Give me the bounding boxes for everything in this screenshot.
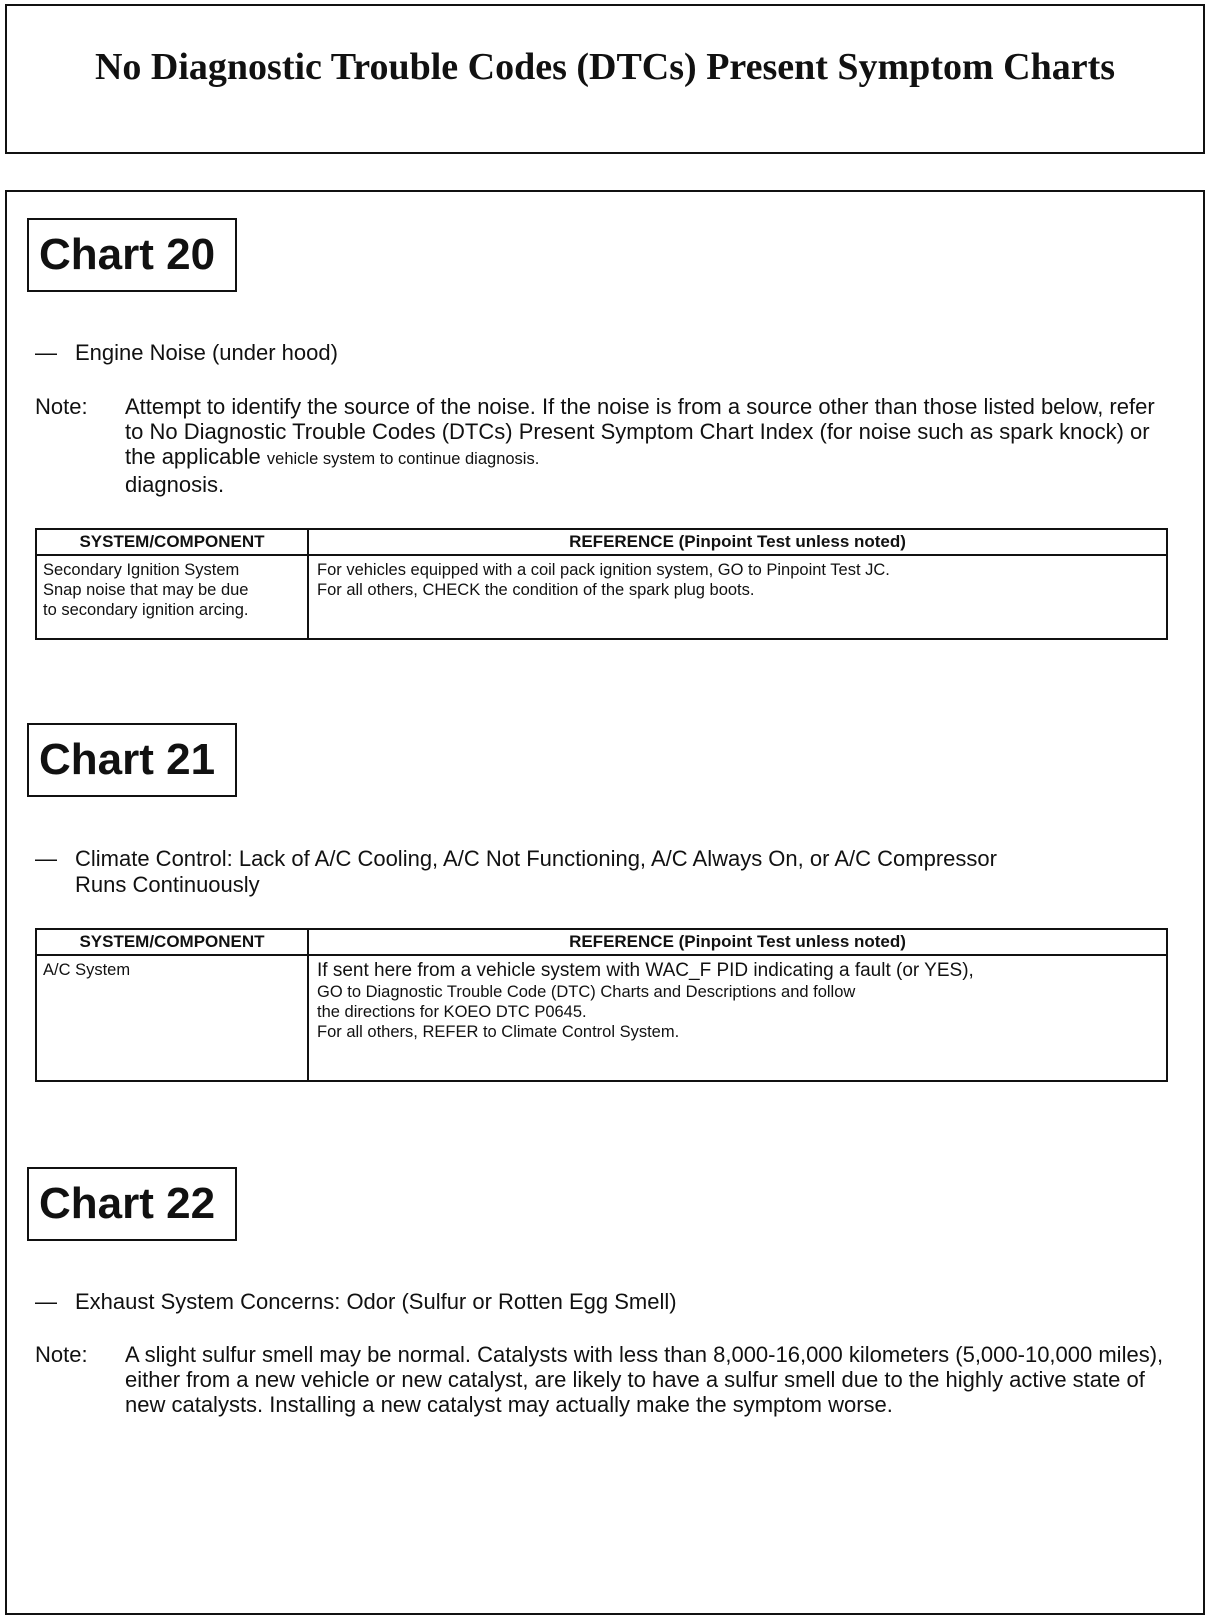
note-tag: Note: [35,1342,88,1367]
reference-line: the directions for KOEO DTC P0645. [317,1003,587,1021]
page-header [5,4,1205,154]
table-header-row [36,929,1167,955]
symptom-text: Engine Noise (under hood) [75,340,338,365]
reference-line: For all others, CHECK the condition of the spark plug boots. [317,581,755,599]
system-line: A/C System [43,961,131,979]
symptom-text-line-1: Climate Control: Lack of A/C Cooling, A/C Not Functioning, A/C Always On, or A/C Compressor [75,846,997,871]
col-header-system: SYSTEM/COMPONENT [36,929,308,955]
table-row [36,955,1167,1081]
note-body [125,394,1175,497]
table-header-row [36,529,1167,555]
reference-line: GO to Diagnostic Trouble Code (DTC) Charts and Descriptions and follow [317,983,856,1001]
col-header-reference: REFERENCE (Pinpoint Test unless noted) [308,929,1167,955]
system-cell [36,955,308,1081]
system-line: Snap noise that may be due [43,581,249,599]
chart-22-note [35,1342,1175,1417]
chart-21-label: Chart 21 [27,723,237,797]
chart-20-note [35,394,1175,497]
note-main-text: Attempt to identify the source of the noise. If the noise is from a source other than those listed below, refer to No Diagnostic Trouble Codes (DTCs) Present Symptom Chart Index (for noise such as spark knock) or the applicable [125,394,1155,469]
symptom-dash: — [35,340,57,365]
note-tail-text: diagnosis. [125,472,225,497]
chart-22-label: Chart 22 [27,1167,237,1241]
chart-21-table [35,928,1168,1082]
system-line: to secondary ignition arcing. [43,601,249,619]
col-header-reference: REFERENCE (Pinpoint Test unless noted) [308,529,1167,555]
system-line: Secondary Ignition System [43,561,240,579]
note-body: A slight sulfur smell may be normal. Catalysts with less than 8,000-16,000 kilometers (5,000-10,000 miles), either from a new vehicle or new catalyst, are likely to have a sulfur smell due to the highly active state of new catalysts. Installing a new catalyst may actually make the symptom worse. [125,1342,1164,1417]
reference-line: For vehicles equipped with a coil pack ignition system, GO to Pinpoint Test JC. [317,561,890,579]
reference-cell [308,955,1167,1081]
system-cell [36,555,308,639]
chart-22-symptom [35,1289,677,1315]
reference-line: For all others, REFER to Climate Control System. [317,1023,680,1041]
note-tag: Note: [35,394,88,419]
note-small-text: vehicle system to continue diagnosis. [266,450,540,468]
reference-cell [308,555,1167,639]
symptom-text: Exhaust System Concerns: Odor (Sulfur or Rotten Egg Smell) [75,1289,677,1314]
symptom-dash: — [35,846,57,871]
symptom-dash: — [35,1289,57,1314]
symptom-text-line-2: Runs Continuously [75,872,260,897]
chart-20-table [35,528,1168,640]
page-title: No Diagnostic Trouble Codes (DTCs) Present Symptom Charts [94,46,1116,88]
col-header-system: SYSTEM/COMPONENT [36,529,308,555]
charts-section [5,190,1205,1615]
table-row [36,555,1167,639]
reference-line: If sent here from a vehicle system with WAC_F PID indicating a fault (or YES), [317,960,974,981]
chart-21-symptom [35,846,997,898]
chart-20-label: Chart 20 [27,218,237,292]
chart-20-symptom [35,340,338,366]
